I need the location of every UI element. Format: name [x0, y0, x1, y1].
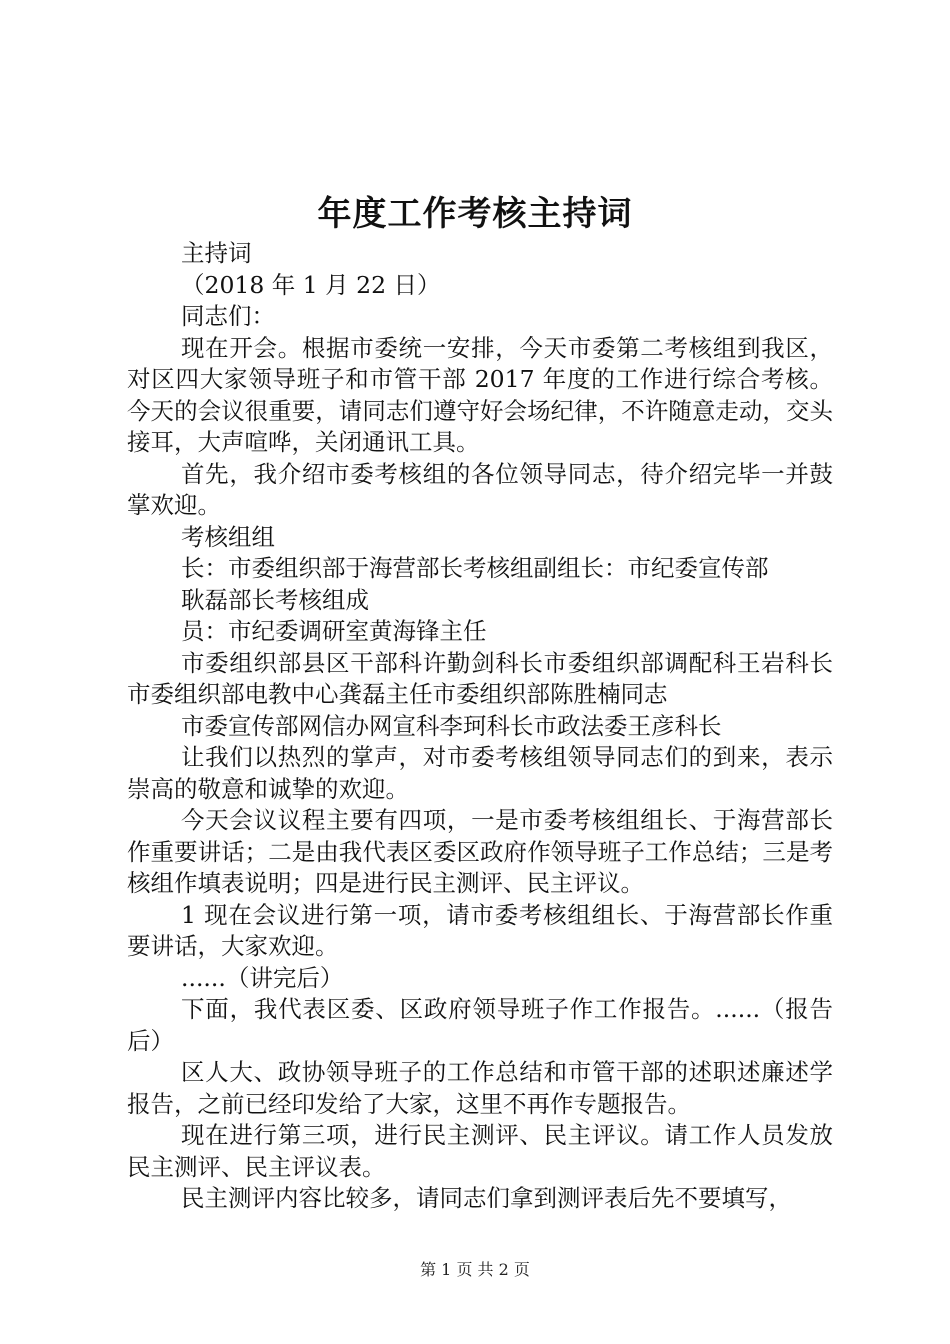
paragraph: ......（讲完后）	[181, 963, 344, 992]
page-footer: 第 1 页 共 2 页	[420, 1260, 530, 1279]
paragraph: 市委组织部县区干部科许勤剑科长市委组织部调配科王岩科长市委组织部电教中心龚磊主任市委组织部陈胜楠同志	[127, 648, 833, 708]
paragraph: 首先，我介绍市委考核组的各位领导同志，待介绍完毕一并鼓掌欢迎。	[127, 459, 833, 519]
paragraph: 1 现在会议进行第一项，请市委考核组组长、于海营部长作重要讲话，大家欢迎。	[127, 900, 833, 960]
paragraph: 民主测评内容比较多，请同志们拿到测评表后先不要填写，	[181, 1184, 792, 1212]
document-title: 年度工作考核主持词	[317, 194, 633, 234]
paragraph: 今天会议议程主要有四项，一是市委考核组组长、于海营部长作重要讲话；二是由我代表区委区政府作领导班子工作总结；三是考核组作填表说明；四是进行民主测评、民主评议。	[127, 806, 833, 897]
paragraph: 耿磊部长考核组成	[181, 585, 369, 614]
paragraph-salutation: 同志们：	[181, 302, 275, 330]
paragraph: 市委宣传部网信办网宣科李珂科长市政法委王彦科长	[181, 711, 722, 740]
paragraph: 考核组组	[181, 522, 275, 551]
paragraph: 长：市委组织部于海营部长考核组副组长：市纪委宣传部	[181, 554, 769, 582]
paragraph: 现在开会。根据市委统一安排，今天市委第二考核组到我区，对区四大家领导班子和市管干部 2017 年度的工作进行综合考核。今天的会议很重要，请同志们遵守好会场纪律，不许随意走动，交头接耳，大声喧哗，关闭通讯工具。	[127, 333, 833, 456]
paragraph: 下面，我代表区委、区政府领导班子作工作报告。......（报告后）	[127, 995, 833, 1055]
paragraph-date: （2018 年 1 月 22 日）	[181, 270, 441, 299]
paragraph: 现在进行第三项，进行民主测评、民主评议。请工作人员发放民主测评、民主评议表。	[127, 1121, 833, 1181]
paragraph: 区人大、政协领导班子的工作总结和市管干部的述职述廉述学报告，之前已经印发给了大家，这里不再作专题报告。	[127, 1058, 833, 1118]
paragraph-heading: 主持词	[181, 239, 252, 267]
paragraph: 让我们以热烈的掌声，对市委考核组领导同志们的到来，表示崇高的敬意和诚挚的欢迎。	[127, 743, 833, 803]
document-body	[127, 238, 833, 1215]
paragraph: 员：市纪委调研室黄海锋主任	[181, 617, 487, 645]
